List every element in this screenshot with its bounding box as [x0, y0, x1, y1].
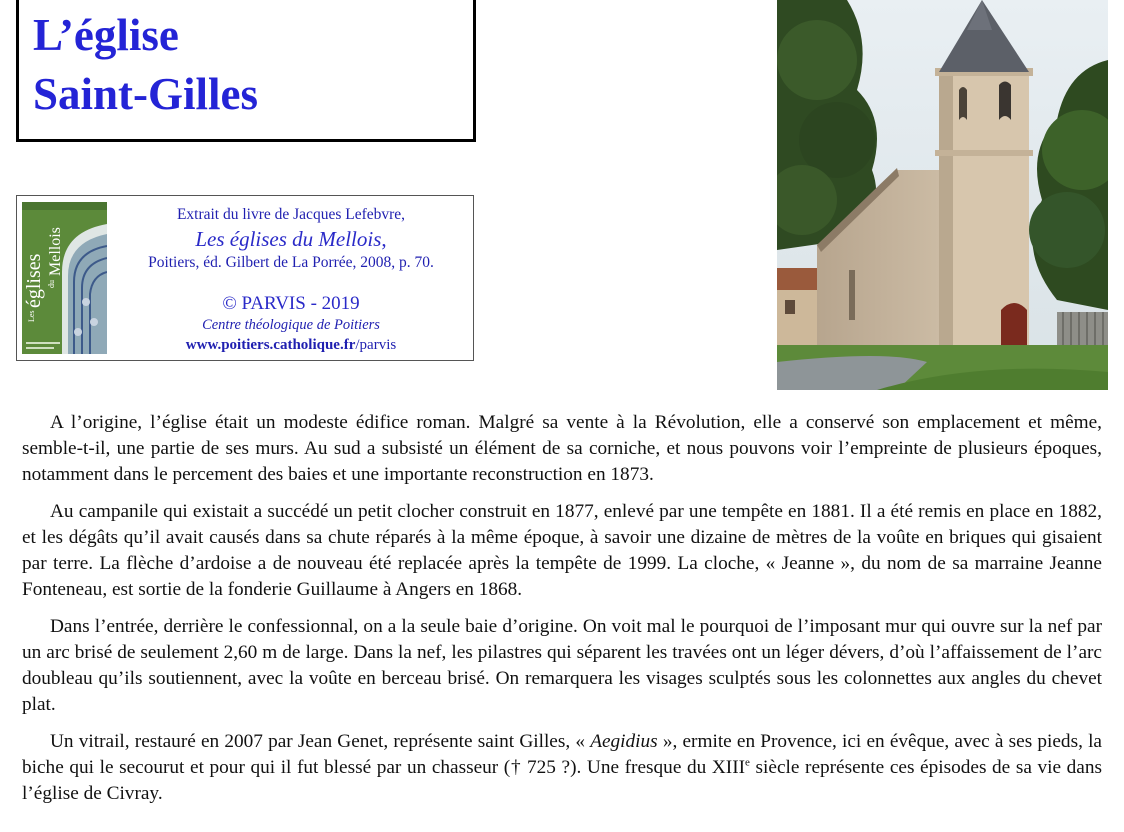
- book-cover-large-word: églises: [23, 253, 45, 308]
- credit-book-title: Les églises du Mellois: [195, 227, 382, 251]
- book-cover-mellois-word: Mellois: [47, 227, 64, 276]
- credit-url-path: /parvis: [355, 337, 397, 353]
- page-title-line-1: L’église: [33, 10, 179, 60]
- credit-copyright: © PARVIS - 2019: [222, 293, 360, 314]
- paragraph-4-part-b: », ermite en Provence, ici en évêque, avec à ses pieds, la biche qui le secourut et pour qui il fut blessé par un chasseur († 725 ?). Une fresque du XIII: [22, 731, 1102, 778]
- church-photo: [777, 0, 1108, 390]
- paragraph-4: [22, 729, 1102, 807]
- book-cover-image: [22, 202, 107, 354]
- article-body: [22, 410, 1102, 818]
- credit-book-title-line: [109, 227, 473, 252]
- credit-book-title-suffix: ,: [381, 227, 387, 251]
- credit-centre: Centre théologique de Poitiers: [202, 317, 380, 333]
- paragraph-4-latin-name: Aegidius: [590, 731, 658, 752]
- paragraph-4-part-c: siècle représente ces épisodes de sa vie dans l’église de Civray.: [22, 757, 1102, 804]
- paragraph-2: Au campanile qui existait a succédé un petit clocher construit en 1877, enlevé par une tempête en 1881. Il a été remis en place en 1882, et les dégâts qu’il avait causés dans sa chute réparés à la même époque, à savoir une dizaine de mètres de la voûte en briques qui gisaient par terre. La flèche d’ardoise a de nouveau été replacée après la tempête de 1999. La cloche, « Jeanne », du nom de sa marraine Jeanne Fonteneau, est sortie de la fonderie Guillaume à Angers en 1868.: [22, 501, 1102, 600]
- credit-text: [109, 196, 473, 360]
- credit-publisher-line: Poitiers, éd. Gilbert de La Porrée, 2008, p. 70.: [148, 254, 434, 271]
- page-title-line-2: Saint-Gilles: [33, 69, 259, 119]
- credit-author-line: Extrait du livre de Jacques Lefebvre,: [176, 206, 406, 223]
- paragraph-1: A l’origine, l’église était un modeste édifice roman. Malgré sa vente à la Révolution, elle a conservé son emplacement et même, semble-t-il, une partie de ses murs. Au sud a subsisté un élément de sa corniche, et nous pouvons voir l’empreinte de plusieurs époques, notamment dans le percement des baies et une importante reconstruction en 1873.: [22, 412, 1102, 485]
- paragraph-4-part-a: Un vitrail, restauré en 2007 par Jean Genet, représente saint Gilles, «: [50, 731, 591, 752]
- credit-url-link[interactable]: [109, 337, 473, 354]
- paragraph-3: Dans l’entrée, derrière le confessionnal, on a la seule baie d’origine. On voit mal le pourquoi de l’imposant mur qui ouvre sur la nef par un arc brisé de seulement 2,60 m de large. Dans la nef, les pilastres qui séparent les travées ont un léger dévers, d’où l’affaissement de l’arc doubleau qu’ils soutiennent, avec la voûte en berceau brisé. On remarquera les visages sculptés sous les colonnettes aux angles du chevet plat.: [22, 616, 1102, 715]
- book-cover-sub-word: du: [47, 280, 56, 288]
- credit-box: [16, 195, 474, 361]
- credit-url-domain: www.poitiers.catholique.fr: [185, 337, 356, 353]
- title-box: [16, 0, 476, 142]
- book-cover-small-word: Les: [27, 310, 36, 322]
- paragraph-4-superscript: e: [745, 756, 750, 769]
